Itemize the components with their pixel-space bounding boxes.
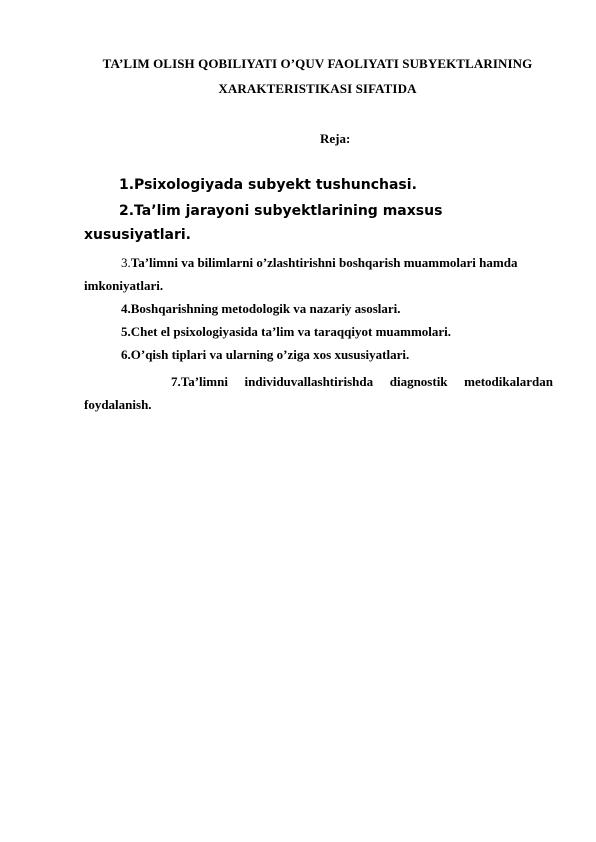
plan-item-7-word: 7.Ta’limni [171, 374, 228, 389]
plan-item-1: 1.Psixologiyada subyekt tushunchasi. [119, 177, 417, 193]
plan-item-3-line-2: imkoniyatlari. [84, 278, 164, 293]
plan-heading: Reja: [320, 131, 351, 146]
plan-item-3-line-1 [121, 255, 517, 271]
plan-item-7-word: diagnostik [389, 374, 448, 389]
plan-item-3-text: Ta’limni va bilimlarni o’zlashtirishni boshqarish muammolari hamda [130, 255, 518, 270]
plan-item-2-line-1: 2.Ta’lim jarayoni subyektlarining maxsus [119, 203, 443, 219]
plan-item-7-word: individuvallashtirishda [244, 374, 374, 389]
plan-item-6: 6.O’qish tiplari va ularning o’ziga xos xususiyatlari. [121, 347, 410, 362]
document-title-line-1: TA’LIM OLISH QOBILIYATI O’QUV FAOLIYATI SUBYEKTLARINING [102, 56, 533, 71]
plan-item-2-line-2: xususiyatlari. [84, 227, 191, 243]
plan-item-5: 5.Chet el psixologiyasida ta’lim va taraqqiyot muammolari. [121, 324, 452, 339]
document-title-line-2: XARAKTERISTIKASI SIFATIDA [218, 81, 417, 96]
plan-item-7-word: metodikalardan [464, 374, 553, 389]
plan-item-7-line-1 [171, 374, 553, 390]
plan-item-3-number: 3. [121, 255, 131, 270]
plan-item-4: 4.Boshqarishning metodologik va nazariy asoslari. [121, 301, 401, 316]
plan-item-7-line-2: foydalanish. [84, 397, 152, 412]
